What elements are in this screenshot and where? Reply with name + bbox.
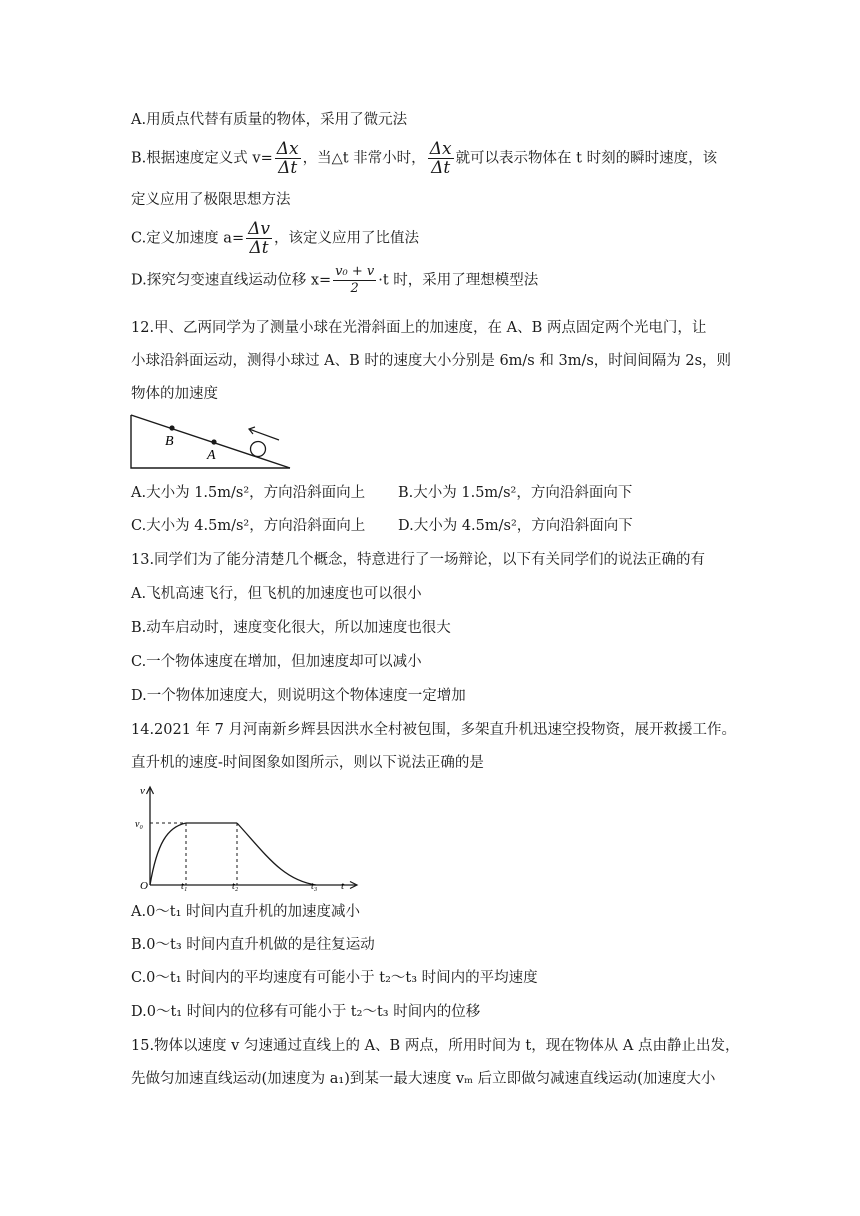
q12-stem-line1: 12.甲、乙两同学为了测量小球在光滑斜面上的加速度，在 A、B 两点固定两个光电门，让: [131, 320, 707, 336]
photogate-b-dot: [169, 425, 174, 430]
fraction-numerator: Δv: [248, 219, 270, 239]
q12-stem-line2: 小球沿斜面运动，测得小球过 A、B 时的速度大小分别是 6m/s 和 3m/s，时间间隔为 2s，则: [131, 353, 732, 369]
fraction-denominator: 2: [350, 281, 359, 296]
incline-figure: [128, 412, 298, 472]
fraction-average-velocity: [333, 264, 376, 297]
q11-b-middle: ，当△t 非常小时，: [302, 150, 426, 167]
q15-stem-line2: 先做匀加速直线运动(加速度为 a₁)到某一最大速度 vₘ 后立即做匀减速直线运动(加速度大小: [131, 1071, 716, 1087]
q12-option-d: D.大小为 4.5m/s²，方向沿斜面向下: [398, 518, 633, 534]
q11-d-suffix: ·t 时，采用了理想模型法: [378, 272, 539, 289]
q14-stem-line1: 14.2021 年 7 月河南新乡辉县因洪水全村被包围，多架直升机迅速空投物资，展开救援工作。: [131, 722, 737, 738]
v-axis-label: v: [140, 785, 145, 797]
q12-option-b: B.大小为 1.5m/s²，方向沿斜面向下: [398, 485, 633, 501]
v0-label: v₀: [135, 819, 143, 830]
q11-c-prefix: C.定义加速度 a=: [131, 230, 245, 247]
fraction-numerator: Δx: [429, 139, 452, 159]
q11-c-suffix: ，该定义应用了比值法: [273, 230, 419, 247]
t-axis-label: t: [341, 880, 345, 892]
fraction-denominator: Δt: [431, 158, 451, 178]
fraction-denominator: Δt: [278, 158, 298, 178]
q14-option-b: B.0～t₃ 时间内直升机做的是往复运动: [131, 937, 375, 953]
q14-stem-line2: 直升机的速度-时间图象如图所示，则以下说法正确的是: [131, 755, 484, 771]
fraction-dx-dt-2: [428, 140, 454, 177]
q11-option-b: [131, 140, 717, 184]
q13-stem: 13.同学们为了能分清楚几个概念，特意进行了一场辩论，以下有关同学们的说法正确的有: [131, 552, 706, 568]
q11-option-b-line2: 定义应用了极限思想方法: [131, 192, 291, 208]
t3-label: t₃: [311, 881, 318, 892]
q11-option-c: [131, 220, 419, 264]
q13-option-a: A.飞机高速飞行，但飞机的加速度也可以很小: [131, 586, 422, 602]
q14-option-d: D.0～t₁ 时间内的位移有可能小于 t₂～t₃ 时间内的位移: [131, 1004, 481, 1020]
q12-stem-line3: 物体的加速度: [131, 386, 218, 402]
q11-option-a: A.用质点代替有质量的物体，采用了微元法: [131, 112, 408, 128]
q15-stem-line1: 15.物体以速度 v 匀速通过直线上的 A、B 两点，所用时间为 t，现在物体从 A 点由静止出发，: [131, 1038, 740, 1054]
q11-b-prefix: B.根据速度定义式 v=: [131, 150, 273, 167]
velocity-time-graph: [135, 782, 365, 892]
label-b: B: [165, 434, 174, 449]
q14-option-a: A.0～t₁ 时间内直升机的加速度减小: [131, 904, 361, 920]
curve-accelerate: [150, 823, 186, 885]
fraction-dx-dt: [275, 140, 301, 177]
origin-label: O: [140, 880, 148, 892]
fraction-numerator: v₀ + v: [335, 264, 375, 279]
motion-arrow-icon: [249, 429, 279, 440]
q11-d-prefix: D.探究匀变速直线运动位移 x=: [131, 272, 332, 289]
q12-option-c: C.大小为 4.5m/s²，方向沿斜面向上: [131, 518, 366, 534]
t1-label: t₁: [181, 881, 188, 892]
ball-icon: [251, 442, 266, 457]
q13-option-d: D.一个物体加速度大，则说明这个物体速度一定增加: [131, 688, 466, 704]
photogate-a-dot: [211, 439, 216, 444]
q13-option-b: B.动车启动时，速度变化很大，所以加速度也很大: [131, 620, 451, 636]
fraction-denominator: Δt: [249, 238, 269, 258]
q11-b-suffix: 就可以表示物体在 t 时刻的瞬时速度，该: [455, 150, 718, 167]
fraction-numerator: Δx: [276, 139, 299, 159]
label-a: A: [207, 448, 216, 463]
q13-option-c: C.一个物体速度在增加，但加速度却可以减小: [131, 654, 422, 670]
q12-option-a: A.大小为 1.5m/s²，方向沿斜面向上: [131, 485, 366, 501]
curve-decelerate: [237, 823, 316, 885]
q14-option-c: C.0～t₁ 时间内的平均速度有可能小于 t₂～t₃ 时间内的平均速度: [131, 970, 538, 986]
q11-option-d: [131, 264, 538, 304]
t2-label: t₂: [232, 881, 239, 892]
fraction-dv-dt: [246, 220, 272, 257]
